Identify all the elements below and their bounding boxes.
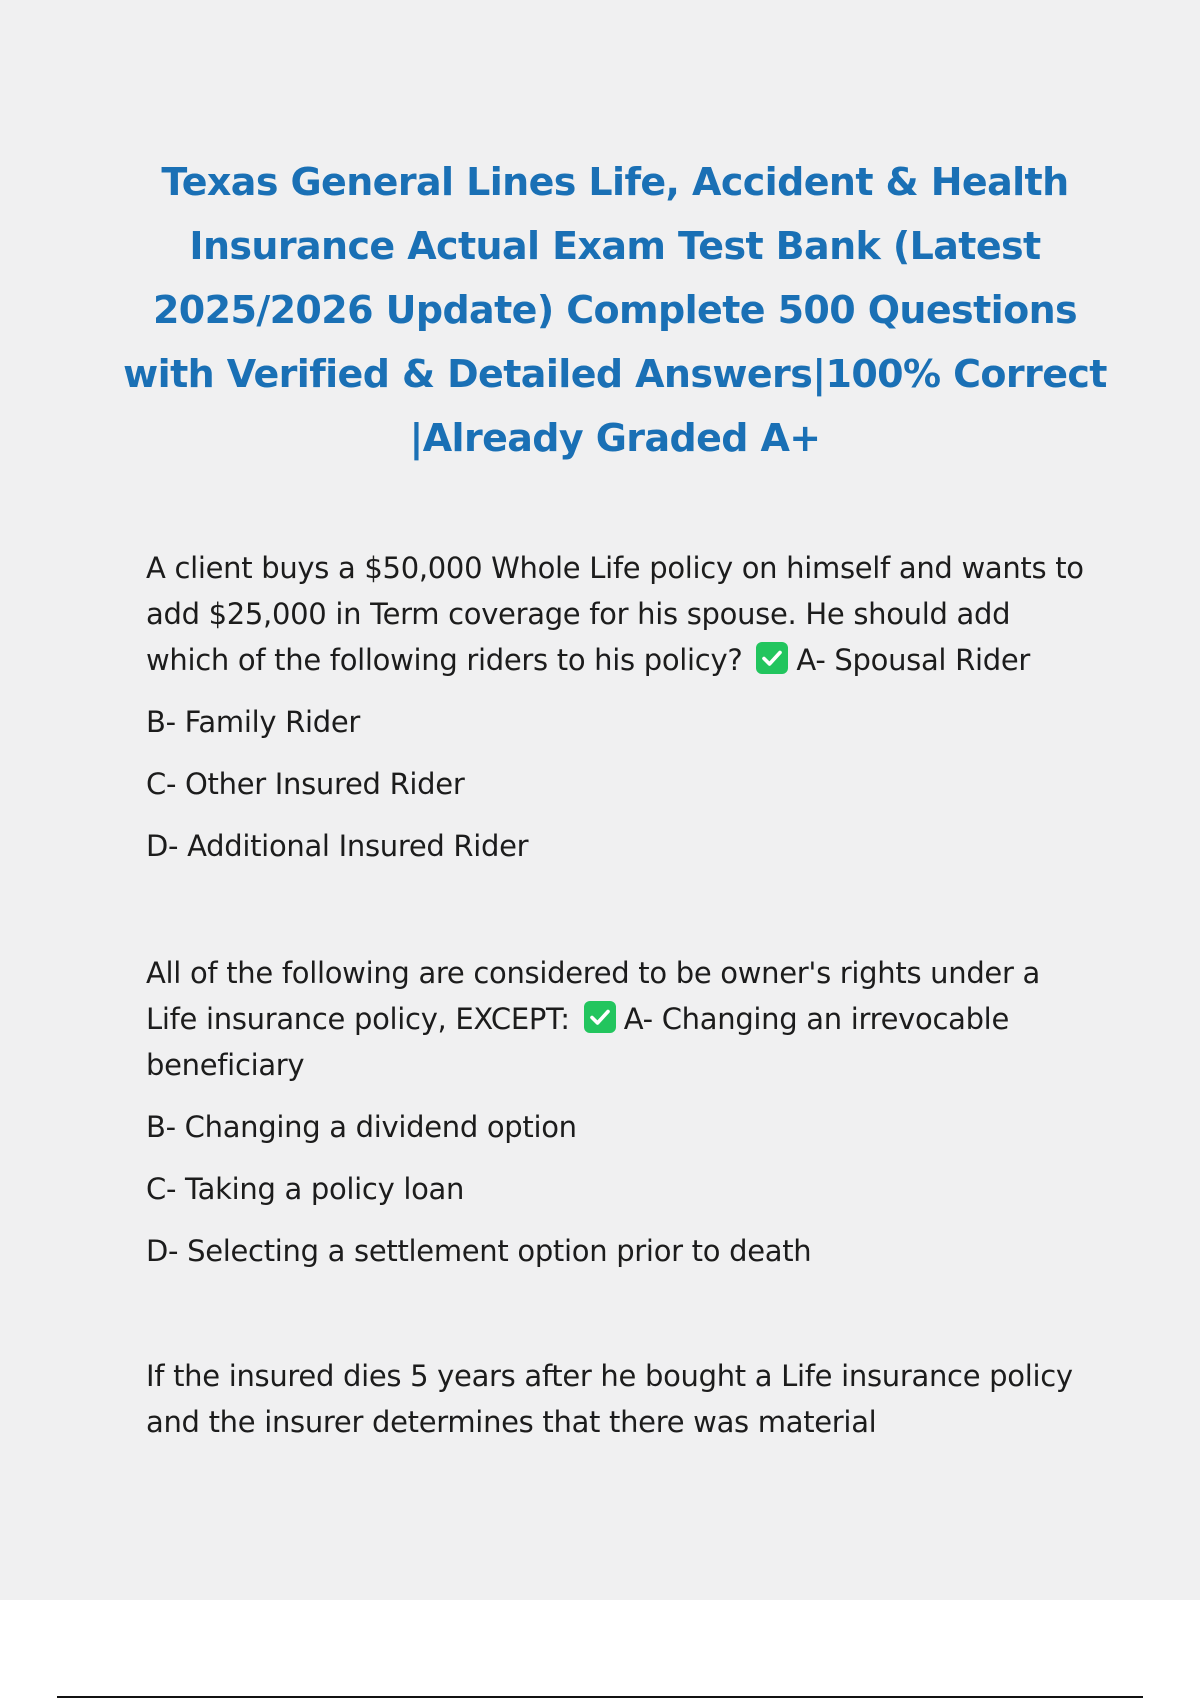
answer-option-c: C- Other Insured Rider [146, 767, 465, 801]
check-mark-button-icon [584, 1001, 616, 1033]
answer-option-b: B- Changing a dividend option [146, 1110, 577, 1144]
correct-answer: A- Changing an irrevocable beneficiary [146, 1002, 1009, 1082]
question-stem-text: All of the following are considered to be owner's rights under a Life insurance policy, EXCEPT: [146, 956, 1040, 1036]
check-mark-button-icon [756, 642, 788, 674]
answer-option-b: B- Family Rider [146, 705, 360, 739]
question-stem-text: If the insured dies 5 years after he bought a Life insurance policy and the insurer determines that there was material [146, 1359, 1073, 1439]
question-1 [146, 545, 1086, 869]
document-title: Texas General Lines Life, Accident & Health Insurance Actual Exam Test Bank (Latest 2025/2026 Update) Complete 500 Questions with Verified & Detailed Answers|100% Correct |Already Graded A+ [123, 160, 1107, 460]
footer-divider [57, 1696, 1143, 1698]
answer-option-d: D- Selecting a settlement option prior to death [146, 1234, 812, 1268]
question-3 [146, 1353, 1086, 1445]
question-stem [146, 950, 1086, 1088]
question-2 [146, 950, 1086, 1274]
answer-option-c: C- Taking a policy loan [146, 1172, 465, 1206]
question-stem [146, 545, 1086, 683]
correct-answer: A- Spousal Rider [796, 643, 1030, 677]
answer-option-d: D- Additional Insured Rider [146, 829, 529, 863]
question-stem-text: A client buys a $50,000 Whole Life policy on himself and wants to add $25,000 in Term coverage for his spouse. He should add which of the following riders to his policy? [146, 551, 1084, 677]
